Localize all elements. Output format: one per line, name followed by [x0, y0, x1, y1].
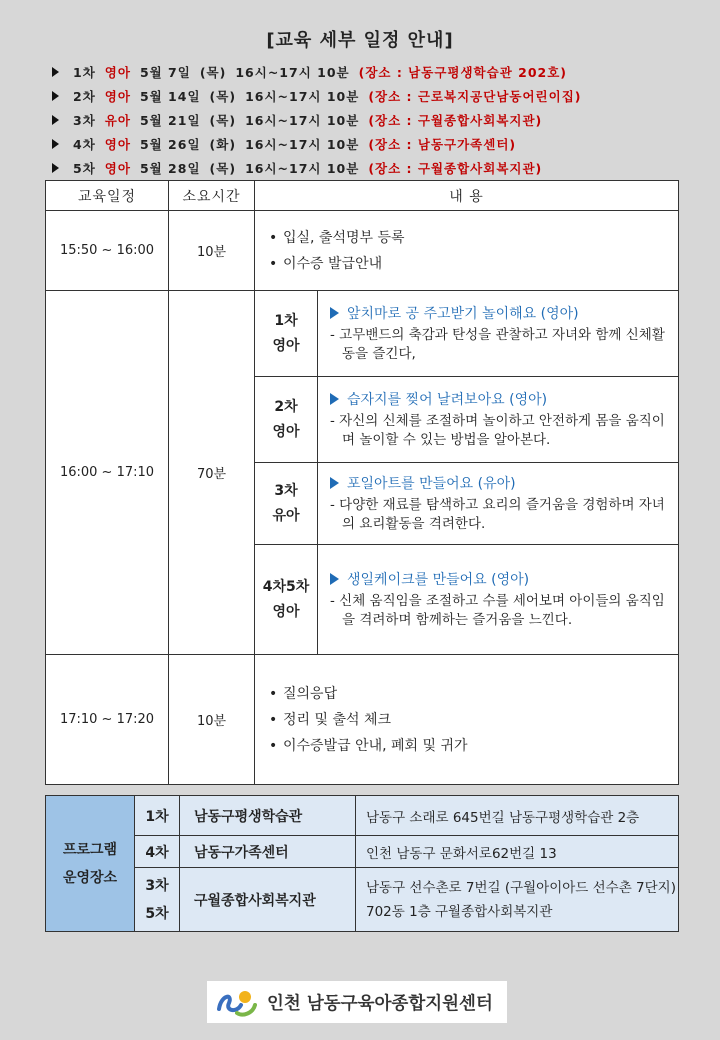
header-content: 내 용	[255, 181, 679, 211]
table-row	[46, 868, 679, 932]
schedule-round: 4차	[73, 137, 96, 152]
activity-desc: - 고무밴드의 축감과 탄성을 관찰하고 자녀와 함께 신체활동을 즐긴다,	[330, 327, 665, 362]
schedule-date: 5월 26일	[139, 137, 201, 152]
schedule-group: 유아	[104, 113, 131, 128]
header-date: 교육일정	[46, 181, 169, 211]
schedule-place: (장소 : 근로복지공단남동어린이집)	[368, 89, 582, 104]
footer-org-name: 인천 남동구육아종합지원센터	[267, 993, 493, 1014]
schedule-list	[52, 60, 692, 180]
activity-title: 습자지를 찢어 날려보아요 (영아)	[347, 392, 548, 408]
location-address: 남동구 선수촌로 7번길 (구월아이아드 선수촌 7단지) 702동 1층 구월종합사회복지관	[356, 868, 679, 932]
activity-content	[318, 463, 679, 545]
activity-title: 포일아트를 만들어요 (유아)	[347, 476, 516, 492]
table-header-row	[46, 181, 679, 211]
bullet-triangle-icon	[52, 91, 59, 101]
row-time: 17:10 ~ 17:20	[46, 655, 169, 785]
row-duration: 10분	[169, 211, 255, 291]
bullet-triangle-icon	[52, 163, 59, 173]
schedule-place: (장소 : 남동구가족센터)	[368, 137, 517, 152]
page-title: [교육 세부 일정 안내]	[266, 30, 454, 51]
play-triangle-icon	[330, 477, 339, 489]
schedule-item	[52, 84, 692, 108]
activity-label: 2차 영아	[255, 377, 318, 463]
schedule-date: 5월 7일	[139, 65, 191, 80]
schedule-time: 16시~17시 10분	[245, 161, 360, 176]
schedule-day: (화)	[209, 137, 237, 152]
row-time: 15:50 ~ 16:00	[46, 211, 169, 291]
schedule-group: 영아	[104, 161, 131, 176]
location-round: 4차	[135, 836, 180, 868]
schedule-item	[52, 132, 692, 156]
schedule-day: (목)	[209, 89, 237, 104]
program-table	[45, 180, 679, 785]
schedule-day: (목)	[199, 65, 227, 80]
schedule-round: 3차	[73, 113, 96, 128]
schedule-date: 5월 28일	[139, 161, 201, 176]
schedule-place: (장소 : 구월종합사회복지관)	[368, 113, 543, 128]
activity-content	[318, 291, 679, 377]
schedule-date: 5월 14일	[139, 89, 201, 104]
list-item: • 정리 및 출석 체크	[283, 707, 677, 733]
location-name: 남동구평생학습관	[180, 796, 356, 836]
row-time: 16:00 ~ 17:10	[46, 291, 169, 655]
header-duration: 소요시간	[169, 181, 255, 211]
activity-title: 앞치마로 공 주고받기 놀이해요 (영아)	[347, 306, 579, 322]
list-item: • 입실, 출석명부 등록	[283, 225, 677, 251]
location-round: 1차	[135, 796, 180, 836]
schedule-time: 16시~17시 10분	[245, 113, 360, 128]
schedule-day: (목)	[209, 113, 237, 128]
schedule-item	[52, 108, 692, 132]
activity-desc: - 자신의 신체를 조절하며 놀이하고 안전하게 몸을 움직이며 놀이할 수 있는 방법을 알아본다.	[330, 413, 665, 448]
schedule-group: 영아	[104, 137, 131, 152]
schedule-item	[52, 156, 692, 180]
schedule-round: 1차	[73, 65, 96, 80]
schedule-item	[52, 60, 692, 84]
activity-desc: - 다양한 재료를 탐색하고 요리의 즐거움을 경험하며 자녀의 요리활동을 격려한다.	[330, 497, 665, 532]
activity-label: 3차 유아	[255, 463, 318, 545]
play-triangle-icon	[330, 307, 339, 319]
schedule-day: (목)	[209, 161, 237, 176]
location-name: 남동구가족센터	[180, 836, 356, 868]
schedule-round: 5차	[73, 161, 96, 176]
row-content	[255, 655, 679, 785]
bullet-triangle-icon	[52, 139, 59, 149]
location-table	[45, 795, 679, 932]
schedule-place: (장소 : 남동구평생학습관 202호)	[358, 65, 568, 80]
location-round: 3차 5차	[135, 868, 180, 932]
row-duration: 70분	[169, 291, 255, 655]
activity-label: 1차 영아	[255, 291, 318, 377]
schedule-date: 5월 21일	[139, 113, 201, 128]
row-content	[255, 211, 679, 291]
table-row	[46, 796, 679, 836]
schedule-round: 2차	[73, 89, 96, 104]
row-duration: 10분	[169, 655, 255, 785]
location-header: 프로그램 운영장소	[46, 796, 135, 932]
bullet-triangle-icon	[52, 115, 59, 125]
table-row	[46, 211, 679, 291]
schedule-place: (장소 : 구월종합사회복지관)	[368, 161, 543, 176]
center-logo-icon	[215, 985, 259, 1019]
play-triangle-icon	[330, 573, 339, 585]
activity-label: 4차5차 영아	[255, 545, 318, 655]
location-name: 구월종합사회복지관	[180, 868, 356, 932]
table-row	[46, 291, 679, 377]
schedule-group: 영아	[104, 89, 131, 104]
activity-content	[318, 545, 679, 655]
schedule-time: 16시~17시 10분	[235, 65, 350, 80]
location-address: 인천 남동구 문화서로62번길 13	[356, 836, 679, 868]
activity-content	[318, 377, 679, 463]
list-item: • 질의응답	[283, 681, 677, 707]
list-item: • 이수증 발급안내	[283, 251, 677, 277]
schedule-group: 영아	[104, 65, 131, 80]
table-row	[46, 655, 679, 785]
footer-logo	[207, 981, 507, 1023]
list-item: • 이수증발급 안내, 폐회 및 귀가	[283, 733, 677, 759]
table-row	[46, 836, 679, 868]
activity-desc: - 신체 움직임을 조절하고 수를 세어보며 아이들의 움직임을 격려하며 함께하는 즐거움을 느낀다.	[330, 593, 665, 628]
location-address: 남동구 소래로 645번길 남동구평생학습관 2층	[356, 796, 679, 836]
schedule-time: 16시~17시 10분	[245, 137, 360, 152]
schedule-time: 16시~17시 10분	[245, 89, 360, 104]
bullet-triangle-icon	[52, 67, 59, 77]
play-triangle-icon	[330, 393, 339, 405]
activity-title: 생일케이크를 만들어요 (영아)	[347, 572, 530, 588]
